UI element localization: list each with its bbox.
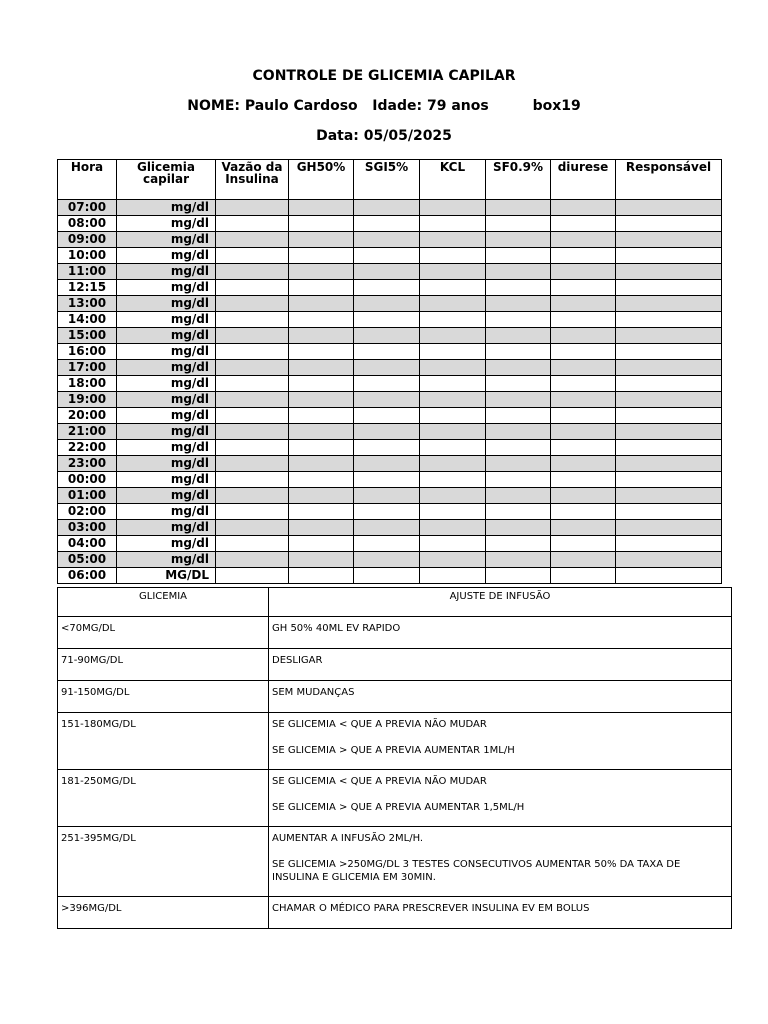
col-sgi5-cell[interactable] [354, 200, 420, 216]
hour-cell: 05:00 [58, 552, 117, 568]
col-diurese-cell[interactable] [551, 392, 616, 408]
col-sgi5-cell[interactable] [354, 280, 420, 296]
col-gh50-cell[interactable] [289, 552, 354, 568]
infusion-adjustment [269, 897, 732, 929]
hour-cell: 21:00 [58, 424, 117, 440]
col-sgi5-cell[interactable] [354, 296, 420, 312]
col-responsavel-cell[interactable] [616, 248, 722, 264]
col-kcl-cell[interactable] [420, 328, 486, 344]
col-responsavel-cell[interactable] [616, 472, 722, 488]
hour-cell: 06:00 [58, 568, 117, 584]
col-sgi5-cell[interactable] [354, 440, 420, 456]
col-diurese-cell[interactable] [551, 264, 616, 280]
col-diurese-cell[interactable] [551, 216, 616, 232]
glicemia-cell[interactable]: mg/dl [117, 408, 216, 424]
table-row [58, 504, 722, 520]
insulin-adjustment-table [57, 587, 732, 929]
glicemia-cell[interactable]: mg/dl [117, 296, 216, 312]
col-diurese-cell[interactable] [551, 232, 616, 248]
col-diurese-cell[interactable] [551, 328, 616, 344]
table-row [58, 392, 722, 408]
col-gh50-cell[interactable] [289, 328, 354, 344]
col-vazao-cell[interactable] [216, 424, 289, 440]
col-vazao-cell[interactable] [216, 536, 289, 552]
box-number: box19 [532, 98, 581, 114]
col-gh50-header: GH50% [289, 160, 354, 200]
col-sgi5-cell[interactable] [354, 344, 420, 360]
hour-cell: 23:00 [58, 456, 117, 472]
col-gh50-cell[interactable] [289, 504, 354, 520]
glicemia-cell[interactable]: mg/dl [117, 424, 216, 440]
glicemia-range-header: GLICEMIA [58, 588, 269, 617]
col-sgi5-cell[interactable] [354, 568, 420, 584]
col-gh50-cell[interactable] [289, 216, 354, 232]
col-vazao-cell[interactable] [216, 232, 289, 248]
table-row [58, 216, 722, 232]
col-vazao-cell[interactable] [216, 360, 289, 376]
hour-cell: 19:00 [58, 392, 117, 408]
col-responsavel-cell[interactable] [616, 296, 722, 312]
col-sf09-cell[interactable] [486, 344, 551, 360]
col-responsavel-cell[interactable] [616, 200, 722, 216]
col-sf09-cell[interactable] [486, 552, 551, 568]
table-row [58, 248, 722, 264]
table-row [58, 280, 722, 296]
col-responsavel-cell[interactable] [616, 216, 722, 232]
table-row [58, 408, 722, 424]
col-sgi5-cell[interactable] [354, 424, 420, 440]
col-sf09-cell[interactable] [486, 216, 551, 232]
hour-cell: 08:00 [58, 216, 117, 232]
glicemia-cell[interactable]: MG/DL [117, 568, 216, 584]
table-row [58, 376, 722, 392]
adjustment-line: GH 50% 40ML EV RAPIDO [272, 623, 401, 634]
col-sf09-cell[interactable] [486, 488, 551, 504]
col-diurese-cell[interactable] [551, 488, 616, 504]
col-sgi5-cell[interactable] [354, 504, 420, 520]
col-diurese-cell[interactable] [551, 440, 616, 456]
col-vazao-cell[interactable] [216, 280, 289, 296]
table-row [58, 440, 722, 456]
col-sgi5-cell[interactable] [354, 216, 420, 232]
col-sgi5-cell[interactable] [354, 328, 420, 344]
col-kcl-cell[interactable] [420, 248, 486, 264]
col-diurese-cell[interactable] [551, 280, 616, 296]
col-responsavel-cell[interactable] [616, 328, 722, 344]
col-kcl-cell[interactable] [420, 472, 486, 488]
col-gh50-cell[interactable] [289, 264, 354, 280]
infusion-adjustment [269, 713, 732, 770]
page-title: CONTROLE DE GLICEMIA CAPILAR [252, 68, 516, 84]
col-kcl-cell[interactable] [420, 424, 486, 440]
col-gh50-cell[interactable] [289, 568, 354, 584]
col-gh50-cell[interactable] [289, 424, 354, 440]
hour-cell: 10:00 [58, 248, 117, 264]
glicemia-cell[interactable]: mg/dl [117, 280, 216, 296]
table-row [58, 424, 722, 440]
col-glicemia-header: Glicemia capilar [117, 160, 216, 200]
glicemia-cell[interactable]: mg/dl [117, 520, 216, 536]
col-sgi5-cell[interactable] [354, 312, 420, 328]
col-responsavel-cell[interactable] [616, 408, 722, 424]
col-kcl-cell[interactable] [420, 360, 486, 376]
col-vazao-cell[interactable] [216, 328, 289, 344]
table-row [58, 456, 722, 472]
glicemia-cell[interactable]: mg/dl [117, 376, 216, 392]
hour-cell: 17:00 [58, 360, 117, 376]
col-sf09-header: SF0.9% [486, 160, 551, 200]
col-kcl-cell[interactable] [420, 440, 486, 456]
col-diurese-cell[interactable] [551, 456, 616, 472]
col-kcl-cell[interactable] [420, 392, 486, 408]
col-gh50-cell[interactable] [289, 280, 354, 296]
col-responsavel-cell[interactable] [616, 488, 722, 504]
col-diurese-cell[interactable] [551, 568, 616, 584]
col-vazao-cell[interactable] [216, 200, 289, 216]
col-gh50-cell[interactable] [289, 472, 354, 488]
col-kcl-cell[interactable] [420, 520, 486, 536]
col-diurese-cell[interactable] [551, 376, 616, 392]
hour-cell: 02:00 [58, 504, 117, 520]
col-kcl-cell[interactable] [420, 264, 486, 280]
hour-cell: 07:00 [58, 200, 117, 216]
col-vazao-cell[interactable] [216, 472, 289, 488]
ajuste-infusao-header: AJUSTE DE INFUSÃO [269, 588, 732, 617]
col-sgi5-cell[interactable] [354, 264, 420, 280]
col-kcl-cell[interactable] [420, 296, 486, 312]
col-sf09-cell[interactable] [486, 408, 551, 424]
reference-row [58, 681, 732, 713]
hour-cell: 03:00 [58, 520, 117, 536]
col-responsavel-cell[interactable] [616, 504, 722, 520]
adjustment-line: SE GLICEMIA >250MG/DL 3 TESTES CONSECUTIVOS AUMENTAR 50% DA TAXA DE INSULINA E GLICEMIA EM 30MIN. [272, 859, 681, 883]
hour-cell: 01:00 [58, 488, 117, 504]
col-sf09-cell[interactable] [486, 312, 551, 328]
hour-cell: 11:00 [58, 264, 117, 280]
glicemia-cell[interactable]: mg/dl [117, 216, 216, 232]
glicemia-cell[interactable]: mg/dl [117, 312, 216, 328]
col-gh50-cell[interactable] [289, 296, 354, 312]
col-kcl-cell[interactable] [420, 280, 486, 296]
glicemia-cell[interactable]: mg/dl [117, 504, 216, 520]
col-sf09-cell[interactable] [486, 200, 551, 216]
col-vazao-cell[interactable] [216, 376, 289, 392]
col-sf09-cell[interactable] [486, 440, 551, 456]
col-vazao-cell[interactable] [216, 520, 289, 536]
col-sgi5-cell[interactable] [354, 392, 420, 408]
hour-cell: 16:00 [58, 344, 117, 360]
infusion-adjustment [269, 770, 732, 827]
col-vazao-cell[interactable] [216, 440, 289, 456]
col-gh50-cell[interactable] [289, 232, 354, 248]
col-kcl-cell[interactable] [420, 408, 486, 424]
col-gh50-cell[interactable] [289, 344, 354, 360]
col-responsavel-cell[interactable] [616, 280, 722, 296]
col-kcl-cell[interactable] [420, 504, 486, 520]
adjustment-line: SE GLICEMIA < QUE A PREVIA NÃO MUDAR [272, 776, 487, 787]
col-sgi5-cell[interactable] [354, 376, 420, 392]
col-responsavel-cell[interactable] [616, 456, 722, 472]
col-sf09-cell[interactable] [486, 360, 551, 376]
glicemia-range: 91-150MG/DL [58, 681, 269, 713]
col-sf09-cell[interactable] [486, 264, 551, 280]
hour-cell: 13:00 [58, 296, 117, 312]
hour-cell: 04:00 [58, 536, 117, 552]
col-sf09-cell[interactable] [486, 296, 551, 312]
table-row [58, 344, 722, 360]
col-vazao-cell[interactable] [216, 312, 289, 328]
hour-cell: 09:00 [58, 232, 117, 248]
table-row [58, 536, 722, 552]
adjustment-line: SE GLICEMIA < QUE A PREVIA NÃO MUDAR [272, 719, 487, 730]
reference-row [58, 649, 732, 681]
reference-row [58, 770, 732, 827]
col-diurese-cell[interactable] [551, 536, 616, 552]
infusion-adjustment [269, 617, 732, 649]
table-row [58, 552, 722, 568]
col-vazao-cell[interactable] [216, 248, 289, 264]
col-kcl-cell[interactable] [420, 456, 486, 472]
patient-age: Idade: 79 anos [372, 98, 489, 114]
col-sgi5-header: SGI5% [354, 160, 420, 200]
col-gh50-cell[interactable] [289, 200, 354, 216]
col-diurese-cell[interactable] [551, 200, 616, 216]
col-kcl-cell[interactable] [420, 376, 486, 392]
infusion-adjustment [269, 681, 732, 713]
col-responsavel-cell[interactable] [616, 536, 722, 552]
glicemia-range: 151-180MG/DL [58, 713, 269, 770]
col-kcl-cell[interactable] [420, 232, 486, 248]
glicemia-cell[interactable]: mg/dl [117, 392, 216, 408]
col-responsavel-cell[interactable] [616, 424, 722, 440]
col-responsavel-cell[interactable] [616, 376, 722, 392]
glicemia-cell[interactable]: mg/dl [117, 472, 216, 488]
table-row [58, 296, 722, 312]
col-sf09-cell[interactable] [486, 568, 551, 584]
table-row [58, 328, 722, 344]
col-kcl-cell[interactable] [420, 552, 486, 568]
col-sgi5-cell[interactable] [354, 248, 420, 264]
col-responsavel-header: Responsável [616, 160, 722, 200]
table-row [58, 200, 722, 216]
table-row [58, 520, 722, 536]
glicemia-control-table [57, 159, 722, 584]
col-vazao-cell[interactable] [216, 264, 289, 280]
reference-row [58, 827, 732, 897]
col-vazao-cell[interactable] [216, 504, 289, 520]
col-gh50-cell[interactable] [289, 360, 354, 376]
col-responsavel-cell[interactable] [616, 264, 722, 280]
col-kcl-header: KCL [420, 160, 486, 200]
col-sf09-cell[interactable] [486, 392, 551, 408]
col-responsavel-cell[interactable] [616, 520, 722, 536]
hour-cell: 22:00 [58, 440, 117, 456]
date-line: Data: 05/05/2025 [316, 128, 452, 144]
col-vazao-cell[interactable] [216, 408, 289, 424]
col-sf09-cell[interactable] [486, 424, 551, 440]
glicemia-cell[interactable]: mg/dl [117, 200, 216, 216]
hour-cell: 14:00 [58, 312, 117, 328]
col-responsavel-cell[interactable] [616, 360, 722, 376]
col-vazao-cell[interactable] [216, 568, 289, 584]
col-responsavel-cell[interactable] [616, 392, 722, 408]
col-responsavel-cell[interactable] [616, 312, 722, 328]
col-sgi5-cell[interactable] [354, 472, 420, 488]
glicemia-range: 71-90MG/DL [58, 649, 269, 681]
col-vazao-cell[interactable] [216, 456, 289, 472]
col-sf09-cell[interactable] [486, 536, 551, 552]
col-kcl-cell[interactable] [420, 216, 486, 232]
col-gh50-cell[interactable] [289, 520, 354, 536]
col-gh50-cell[interactable] [289, 456, 354, 472]
col-sf09-cell[interactable] [486, 328, 551, 344]
col-vazao-cell[interactable] [216, 296, 289, 312]
col-gh50-cell[interactable] [289, 440, 354, 456]
glicemia-cell[interactable]: mg/dl [117, 536, 216, 552]
col-sf09-cell[interactable] [486, 280, 551, 296]
col-sf09-cell[interactable] [486, 248, 551, 264]
col-diurese-cell[interactable] [551, 344, 616, 360]
glicemia-cell[interactable]: mg/dl [117, 552, 216, 568]
hour-cell: 15:00 [58, 328, 117, 344]
hour-cell: 12:15 [58, 280, 117, 296]
col-diurese-cell[interactable] [551, 360, 616, 376]
col-diurese-cell[interactable] [551, 504, 616, 520]
adjustment-line: AUMENTAR A INFUSÃO 2ML/H. [272, 833, 424, 844]
col-diurese-cell[interactable] [551, 520, 616, 536]
glicemia-cell[interactable]: mg/dl [117, 232, 216, 248]
table-row [58, 472, 722, 488]
reference-row [58, 617, 732, 649]
glicemia-cell[interactable]: mg/dl [117, 456, 216, 472]
col-kcl-cell[interactable] [420, 536, 486, 552]
col-responsavel-cell[interactable] [616, 232, 722, 248]
glicemia-cell[interactable]: mg/dl [117, 344, 216, 360]
col-diurese-header: diurese [551, 160, 616, 200]
col-diurese-cell[interactable] [551, 424, 616, 440]
col-diurese-cell[interactable] [551, 408, 616, 424]
col-diurese-cell[interactable] [551, 296, 616, 312]
col-sgi5-cell[interactable] [354, 536, 420, 552]
glicemia-cell[interactable]: mg/dl [117, 488, 216, 504]
col-kcl-cell[interactable] [420, 568, 486, 584]
col-vazao-cell[interactable] [216, 216, 289, 232]
glicemia-cell[interactable]: mg/dl [117, 360, 216, 376]
glicemia-cell[interactable]: mg/dl [117, 440, 216, 456]
table-row [58, 232, 722, 248]
glicemia-range: 181-250MG/DL [58, 770, 269, 827]
col-gh50-cell[interactable] [289, 488, 354, 504]
reference-row [58, 897, 732, 929]
col-vazao-cell[interactable] [216, 552, 289, 568]
table-row [58, 568, 722, 584]
infusion-adjustment [269, 649, 732, 681]
glicemia-cell[interactable]: mg/dl [117, 328, 216, 344]
col-sf09-cell[interactable] [486, 520, 551, 536]
col-sf09-cell[interactable] [486, 376, 551, 392]
col-sgi5-cell[interactable] [354, 456, 420, 472]
infusion-adjustment [269, 827, 732, 897]
col-gh50-cell[interactable] [289, 376, 354, 392]
col-diurese-cell[interactable] [551, 472, 616, 488]
col-kcl-cell[interactable] [420, 200, 486, 216]
table-header-row [58, 160, 722, 200]
glicemia-cell[interactable]: mg/dl [117, 248, 216, 264]
col-sf09-cell[interactable] [486, 472, 551, 488]
col-gh50-cell[interactable] [289, 536, 354, 552]
col-sgi5-cell[interactable] [354, 408, 420, 424]
glicemia-range: <70MG/DL [58, 617, 269, 649]
col-hora-header: Hora [58, 160, 117, 200]
table-row [58, 488, 722, 504]
col-kcl-cell[interactable] [420, 344, 486, 360]
table-row [58, 360, 722, 376]
adjustment-line: DESLIGAR [272, 655, 323, 666]
col-diurese-cell[interactable] [551, 248, 616, 264]
col-sgi5-cell[interactable] [354, 488, 420, 504]
adjustment-line: CHAMAR O MÉDICO PARA PRESCREVER INSULINA EV EM BOLUS [272, 903, 590, 914]
table-row [58, 264, 722, 280]
glicemia-range: 251-395MG/DL [58, 827, 269, 897]
glicemia-range: >396MG/DL [58, 897, 269, 929]
col-gh50-cell[interactable] [289, 248, 354, 264]
hour-cell: 18:00 [58, 376, 117, 392]
table-row [58, 312, 722, 328]
glicemia-cell[interactable]: mg/dl [117, 264, 216, 280]
reference-header-row [58, 588, 732, 617]
hour-cell: 00:00 [58, 472, 117, 488]
col-sf09-cell[interactable] [486, 504, 551, 520]
col-sgi5-cell[interactable] [354, 360, 420, 376]
col-vazao-cell[interactable] [216, 488, 289, 504]
col-responsavel-cell[interactable] [616, 440, 722, 456]
patient-name: NOME: Paulo Cardoso [187, 98, 358, 114]
col-gh50-cell[interactable] [289, 312, 354, 328]
col-responsavel-cell[interactable] [616, 568, 722, 584]
col-sgi5-cell[interactable] [354, 232, 420, 248]
col-responsavel-cell[interactable] [616, 552, 722, 568]
patient-info-line [0, 98, 768, 114]
col-diurese-cell[interactable] [551, 552, 616, 568]
col-sf09-cell[interactable] [486, 456, 551, 472]
adjustment-line: SEM MUDANÇAS [272, 687, 355, 698]
reference-row [58, 713, 732, 770]
col-kcl-cell[interactable] [420, 312, 486, 328]
col-sf09-cell[interactable] [486, 232, 551, 248]
col-sgi5-cell[interactable] [354, 520, 420, 536]
col-responsavel-cell[interactable] [616, 344, 722, 360]
col-vazao-cell[interactable] [216, 392, 289, 408]
adjustment-line: SE GLICEMIA > QUE A PREVIA AUMENTAR 1,5ML/H [272, 802, 525, 813]
col-vazao-cell[interactable] [216, 344, 289, 360]
col-gh50-cell[interactable] [289, 408, 354, 424]
hour-cell: 20:00 [58, 408, 117, 424]
col-vazao-header: Vazão da Insulina [216, 160, 289, 200]
col-diurese-cell[interactable] [551, 312, 616, 328]
adjustment-line: SE GLICEMIA > QUE A PREVIA AUMENTAR 1ML/H [272, 745, 515, 756]
col-kcl-cell[interactable] [420, 488, 486, 504]
col-gh50-cell[interactable] [289, 392, 354, 408]
col-sgi5-cell[interactable] [354, 552, 420, 568]
